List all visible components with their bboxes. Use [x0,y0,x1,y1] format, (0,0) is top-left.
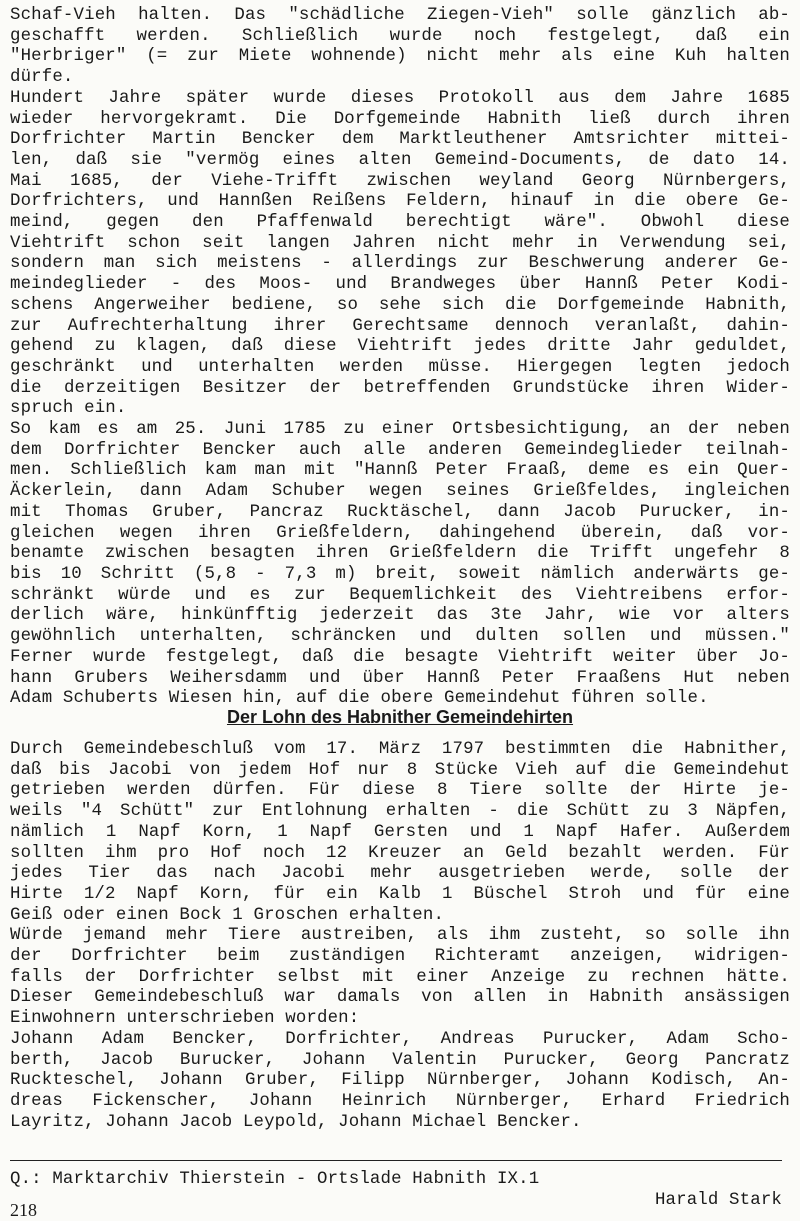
author-name: Harald Stark [654,1191,782,1210]
text-line: Layritz, Johann Jacob Leypold, Johann Michael Bencker. [10,1112,582,1132]
text-line: falls der Dorfrichter selbst mit einer Anzeige zu rechnen hätte. [10,967,790,987]
text-line: jedes Tier das nach Jacobi mehr ausgetrieben werde, solle der [10,864,790,884]
text-line: Durch Gemeindebeschluß vom 17. März 1797 bestimmten die Habnither, [10,740,790,759]
text-line: nämlich 1 Napf Korn, 1 Napf Gersten und 1 Napf Hafer. Außerdem [10,822,790,842]
body-text-top [10,6,790,710]
text-line: schränkt würde und es zur Bequemlichkeit des Viehtreibens erfor- [10,585,790,605]
text-line: So kam es am 25. Juni 1785 zu einer Ortsbesichtigung, an der neben [10,420,790,440]
body-text-bottom [10,740,790,1133]
text-line: Äckerlein, dann Adam Schuber wegen seines Grießfeldes, ingleichen [10,482,790,502]
page-number: 218 [10,1200,37,1220]
text-line: Dorfrichter Martin Bencker dem Marktleuthener Amtsrichter mittei- [10,130,790,150]
text-line: gehend zu klagen, daß diese Viehtrift jedes dritte Jahr geduldet, [10,337,790,357]
text-line: len, daß sie "vermög eines alten Gemeind-Documents, de dato 14. [10,150,790,170]
text-line: benamte zwischen besagten ihren Grießfeldern die Trifft ungefehr 8 [10,544,790,564]
section-heading: Der Lohn des Habnither Gemeindehirten [226,707,574,727]
text-line: dreas Fickenscher, Johann Heinrich Nürnberger, Erhard Friedrich [10,1091,790,1111]
text-line: Viehtrift schon seit langen Jahren nicht mehr in Verwendung sei, [10,233,790,253]
text-line: Dieser Gemeindebeschluß war damals von allen in Habnith ansässigen [10,988,790,1008]
text-line: schens Angerweiher bediene, so sehe sich die Dorfgemeinde Habnith, [10,295,790,315]
text-line: Mai 1685, der Viehe-Trifft zwischen weyland Georg Nürnbergers, [10,171,790,191]
text-line: sollten ihm pro Hof noch 12 Kreuzer an Geld bezahlt werden. Für [10,843,790,863]
text-line: der Dorfrichter beim zuständigen Richteramt anzeigen, widrigen- [10,947,790,967]
text-line: wieder hervorgekramt. Die Dorfgemeinde Habnith ließ durch ihren [10,109,790,129]
text-line: weils "4 Schütt" zur Entlohnung erhalten - die Schütt zu 3 Näpfen, [10,802,790,822]
text-line: zur Aufrechterhaltung ihrer Gerechtsame dennoch veranlaßt, dahin- [10,316,790,336]
text-line: Geiß oder einen Bock 1 Groschen erhalten. [10,905,445,925]
text-line: meindeglieder - des Moos- und Brandweges über Hannß Peter Kodi- [10,275,790,295]
text-line: hann Grubers Weihersdamm und über Hannß Peter Fraaßens Hut neben [10,668,790,688]
text-line: derlich wäre, hinkünfftig jederzeit das 3te Jahr, wie vor alters [10,606,790,626]
text-line: Dorfrichters, und Hannßen Reißens Feldern, hinauf in die obere Ge- [10,192,790,212]
text-line: mit Thomas Gruber, Pancraz Rucktäschel, dann Jacob Purucker, in- [10,502,790,522]
text-line: geschränkt und unterhalten werden müsse. Hiergegen legten jedoch [10,357,790,377]
text-line: Adam Schuberts Wiesen hin, auf die obere Gemeindehut führen solle. [10,689,709,709]
text-line: spruch ein. [10,399,127,419]
text-line: Hundert Jahre später wurde dieses Protokoll aus dem Jahre 1685 [10,88,790,108]
text-line: getrieben werden dürfen. Für diese 8 Tiere sollte der Hirte je- [10,781,790,801]
text-line: Schaf-Vieh halten. Das "schädliche Ziegen-Vieh" solle gänzlich ab- [10,6,790,25]
source-note: Q.: Marktarchiv Thierstein - Ortslade Habnith IX.1 [10,1170,540,1189]
text-line: die derzeitigen Besitzer der betreffenden Grundstücke ihren Wider- [10,378,790,398]
text-line: Ruckteschel, Johann Gruber, Filipp Nürnberger, Johann Kodisch, An- [10,1071,790,1091]
text-line: Würde jemand mehr Tiere austreiben, als ihm zusteht, so solle ihn [10,926,790,946]
text-line: gleichen wegen ihren Grießfeldern, dahingehend überein, daß vor- [10,523,790,543]
text-line: gewöhnlich unterhalten, schräncken und dulten sollen und müssen." [10,627,790,647]
footnote-rule [10,1160,782,1161]
text-line: geschafft werden. Schließlich wurde noch festgelegt, daß ein [10,26,790,46]
text-line: Johann Adam Bencker, Dorfrichter, Andreas Purucker, Adam Scho- [10,1029,790,1049]
text-line: meind, gegen den Pfaffenwald berechtigt wäre". Obwohl diese [10,213,790,233]
text-line: daß bis Jacobi von jedem Hof nur 8 Stücke Vieh auf die Gemeindehut [10,760,790,780]
text-line: sondern man sich meistens - allerdings zur Beschwerung anderer Ge- [10,254,790,274]
text-line: Hirte 1/2 Napf Korn, für ein Kalb 1 Büschel Stroh und für eine [10,884,790,904]
text-line: "Herbriger" (= zur Miete wohnende) nicht mehr als eine Kuh halten [10,47,790,67]
text-line: bis 10 Schritt (5,8 - 7,3 m) breit, soweit nämlich anderwärts ge- [10,564,790,584]
text-line: Ferner wurde festgelegt, daß die besagte Viehtrift weiter über Jo- [10,647,790,667]
text-line: Einwohnern unterschrieben worden: [10,1009,360,1029]
text-line: berth, Jacob Burucker, Johann Valentin Purucker, Georg Pancratz [10,1050,790,1070]
text-line: dürfe. [10,68,74,88]
text-line: men. Schließlich kam man mit "Hannß Peter Fraaß, deme es ein Quer- [10,461,790,481]
text-line: dem Dorfrichter Bencker auch alle anderen Gemeindeglieder teilnah- [10,440,790,460]
